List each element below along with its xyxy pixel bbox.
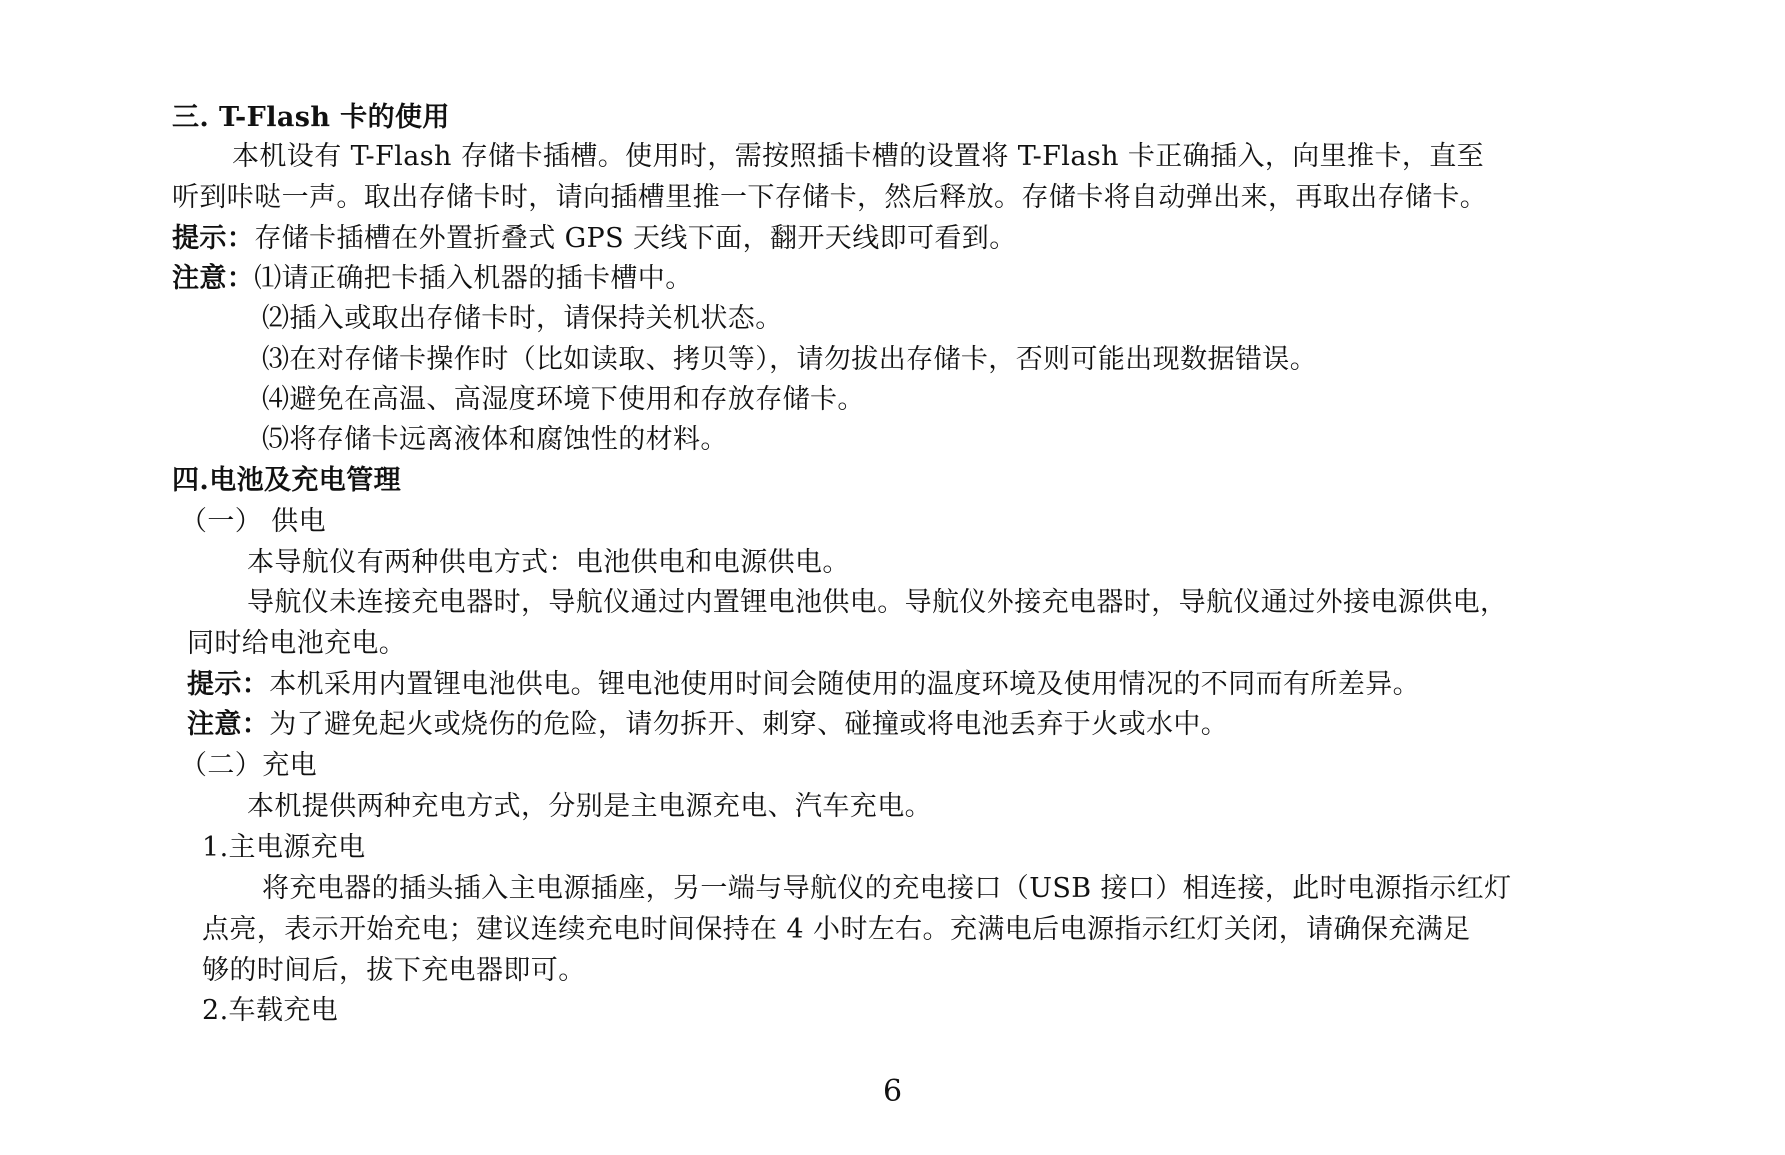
- note-item-3: ⑶在对存储卡操作时（比如读取、拷贝等），请勿拔出存储卡，否则可能出现数据错误。: [262, 344, 1318, 375]
- note-item-5: ⑸将存储卡远离液体和腐蚀性的材料。: [262, 424, 728, 455]
- note-item-2: ⑵插入或取出存储卡时，请保持关机状态。: [262, 303, 783, 334]
- section-3-heading: 三. T-Flash 卡的使用: [172, 102, 450, 133]
- section-3-note: [172, 262, 693, 296]
- item-1-paragraph-line-3: 够的时间后，拔下充电器即可。: [202, 955, 586, 986]
- tip-label: 提示：: [187, 669, 270, 700]
- section-3-paragraph-line-1: 本机设有 T-Flash 存储卡插槽。使用时，需按照插卡槽的设置将 T-Flash 卡正确插入，向里推卡，直至: [232, 141, 1485, 172]
- subsection-1-title: （一） 供电: [180, 506, 326, 537]
- note-item-1: ⑴请正确把卡插入机器的插卡槽中。: [254, 263, 693, 294]
- tip-text: 本机采用内置锂电池供电。锂电池使用时间会随使用的温度环境及使用情况的不同而有所差异。: [269, 669, 1421, 700]
- page-number: 6: [882, 1074, 903, 1109]
- subsection-1-paragraph-1: 本导航仪有两种供电方式：电池供电和电源供电。: [247, 547, 850, 578]
- note-item-4: ⑷避免在高温、高湿度环境下使用和存放存储卡。: [262, 384, 865, 415]
- section-4-note: [187, 708, 1228, 742]
- subsection-2-paragraph: 本机提供两种充电方式，分别是主电源充电、汽车充电。: [247, 791, 932, 822]
- section-4-heading: 四.电池及充电管理: [172, 465, 401, 496]
- note-label: 注意：: [172, 263, 255, 294]
- subsection-2-title: （二）充电: [180, 750, 317, 781]
- section-3-paragraph-line-2: 听到咔哒一声。取出存储卡时，请向插槽里推一下存储卡，然后释放。存储卡将自动弹出来，再取出存储卡。: [172, 182, 1488, 213]
- subsection-1-paragraph-2-line-1: 导航仪未连接充电器时，导航仪通过内置锂电池供电。导航仪外接充电器时，导航仪通过外接电源供电，: [247, 587, 1508, 618]
- item-2-title: 2.车载充电: [202, 995, 339, 1026]
- item-1-paragraph-line-1: 将充电器的插头插入主电源插座，另一端与导航仪的充电接口（USB 接口）相连接，此时电源指示红灯: [262, 873, 1512, 904]
- item-1-paragraph-line-2: 点亮，表示开始充电；建议连续充电时间保持在 4 小时左右。充满电后电源指示红灯关闭，请确保充满足: [202, 914, 1471, 945]
- tip-label: 提示：: [172, 223, 255, 254]
- note-text: 为了避免起火或烧伤的危险，请勿拆开、刺穿、碰撞或将电池丢弃于火或水中。: [269, 709, 1229, 740]
- subsection-1-paragraph-2-line-2: 同时给电池充电。: [187, 628, 407, 659]
- section-3-tip: [172, 222, 1017, 256]
- section-4-tip: [187, 668, 1420, 702]
- note-label: 注意：: [187, 709, 270, 740]
- item-1-title: 1.主电源充电: [202, 832, 366, 863]
- tip-text: 存储卡插槽在外置折叠式 GPS 天线下面，翻开天线即可看到。: [254, 223, 1017, 254]
